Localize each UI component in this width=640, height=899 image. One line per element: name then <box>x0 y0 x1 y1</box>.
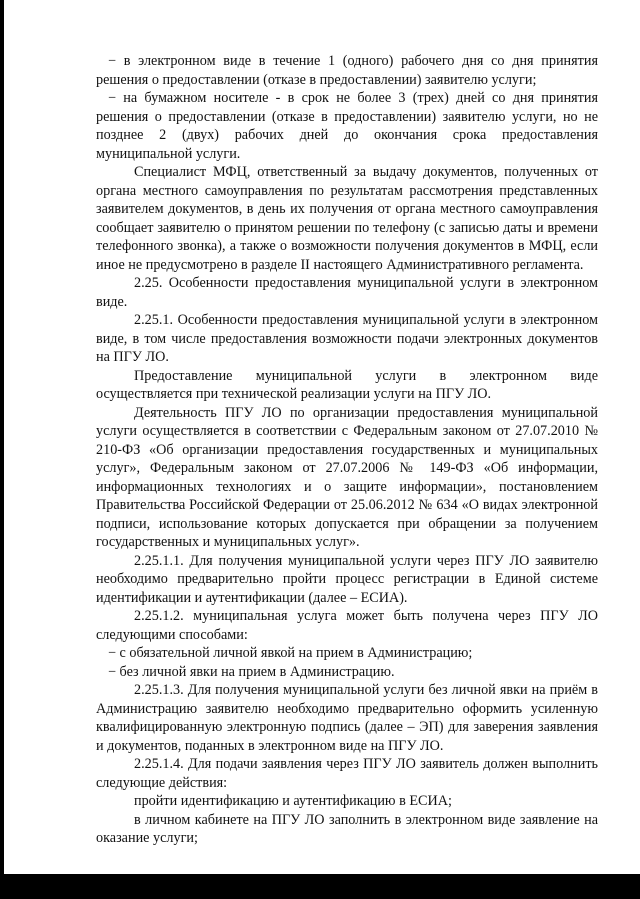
scan-edge-bottom <box>0 874 640 899</box>
paragraph-mfc-specialist: Специалист МФЦ, ответственный за выдачу документов, полученных от органа местного самоуправления по результатам рассмотрения представленных заявителем документов, в день их получения от органа местного самоуправления сообщает заявителю о принятом решении по телефону (с записью даты и времени телефонного звонка), а также о возможности получения документов в МФЦ, если иное не предусмотрено в разделе II настоящего Административного регламента. <box>96 164 598 273</box>
action-fill-application: в личном кабинете на ПГУ ЛО заполнить в электронном виде заявление на оказание услуги; <box>96 811 598 846</box>
paragraph-dash-1: − в электронном виде в течение 1 (одного) рабочего дня со дня принятия решения о предоставлении (отказе в предоставлении) заявителю услуги; <box>96 53 598 88</box>
section-2-25-1-2: 2.25.1.2. муниципальная услуга может быть получена через ПГУ ЛО следующими способами: <box>96 608 598 643</box>
paragraph-dash-2: − на бумажном носителе - в срок не более 3 (трех) дней со дня принятия решения о предоставлении (отказе в предоставлении) заявителю услуги, но не позднее 2 (двух) рабочих дней до окончания срока предоставления муниципальной услуги. <box>96 90 598 162</box>
section-2-25-1-3: 2.25.1.3. Для получения муниципальной услуги без личной явки на приём в Администрацию заявителю необходимо предварительно оформить усиленную квалифицированную электронную подпись (далее – ЭП) для заверения заявления и документов, поданных в электронном виде на ПГУ ЛО. <box>96 682 598 754</box>
section-2-25-heading: 2.25. Особенности предоставления муниципальной услуги в электронном виде. <box>96 275 598 310</box>
scan-edge-left <box>0 0 4 899</box>
document-body <box>96 52 598 848</box>
section-2-25-1-4: 2.25.1.4. Для подачи заявления через ПГУ ЛО заявитель должен выполнить следующие действия: <box>96 756 598 791</box>
section-2-25-1: 2.25.1. Особенности предоставления муниципальной услуги в электронном виде, в том числе предоставления возможности подачи электронных документов на ПГУ ЛО. <box>96 312 598 365</box>
list-item-with-visit: − с обязательной личной явкой на прием в Администрацию; <box>108 645 473 661</box>
action-identification: пройти идентификацию и аутентификацию в ЕСИА; <box>134 793 452 809</box>
section-2-25-1-1: 2.25.1.1. Для получения муниципальной услуги через ПГУ ЛО заявителю необходимо предварительно пройти процесс регистрации в Единой системе идентификации и аутентификации (далее – ЕСИА). <box>96 552 598 606</box>
paragraph-electronic-provision: Предоставление муниципальной услуги в электронном виде осуществляется при технической реализации услуги на ПГУ ЛО. <box>96 367 598 402</box>
paragraph-pgu-activity: Деятельность ПГУ ЛО по организации предоставления муниципальной услуги осуществляется в соответствии с Федеральным законом от 27.07.2010 № 210-ФЗ «Об организации предоставления государственных и муниципальных услуг», Федеральным законом от 27.07.2006 № 149-ФЗ «Об информации, информационных технологиях и о защите информации», постановлением Правительства Российской Федерации от 25.06.2012 № 634 «О видах электронной подписи, использование которых допускается при обращении за получением государственных и муниципальных услуг». <box>96 404 598 550</box>
list-item-without-visit: − без личной явки на прием в Администрацию. <box>108 663 395 680</box>
